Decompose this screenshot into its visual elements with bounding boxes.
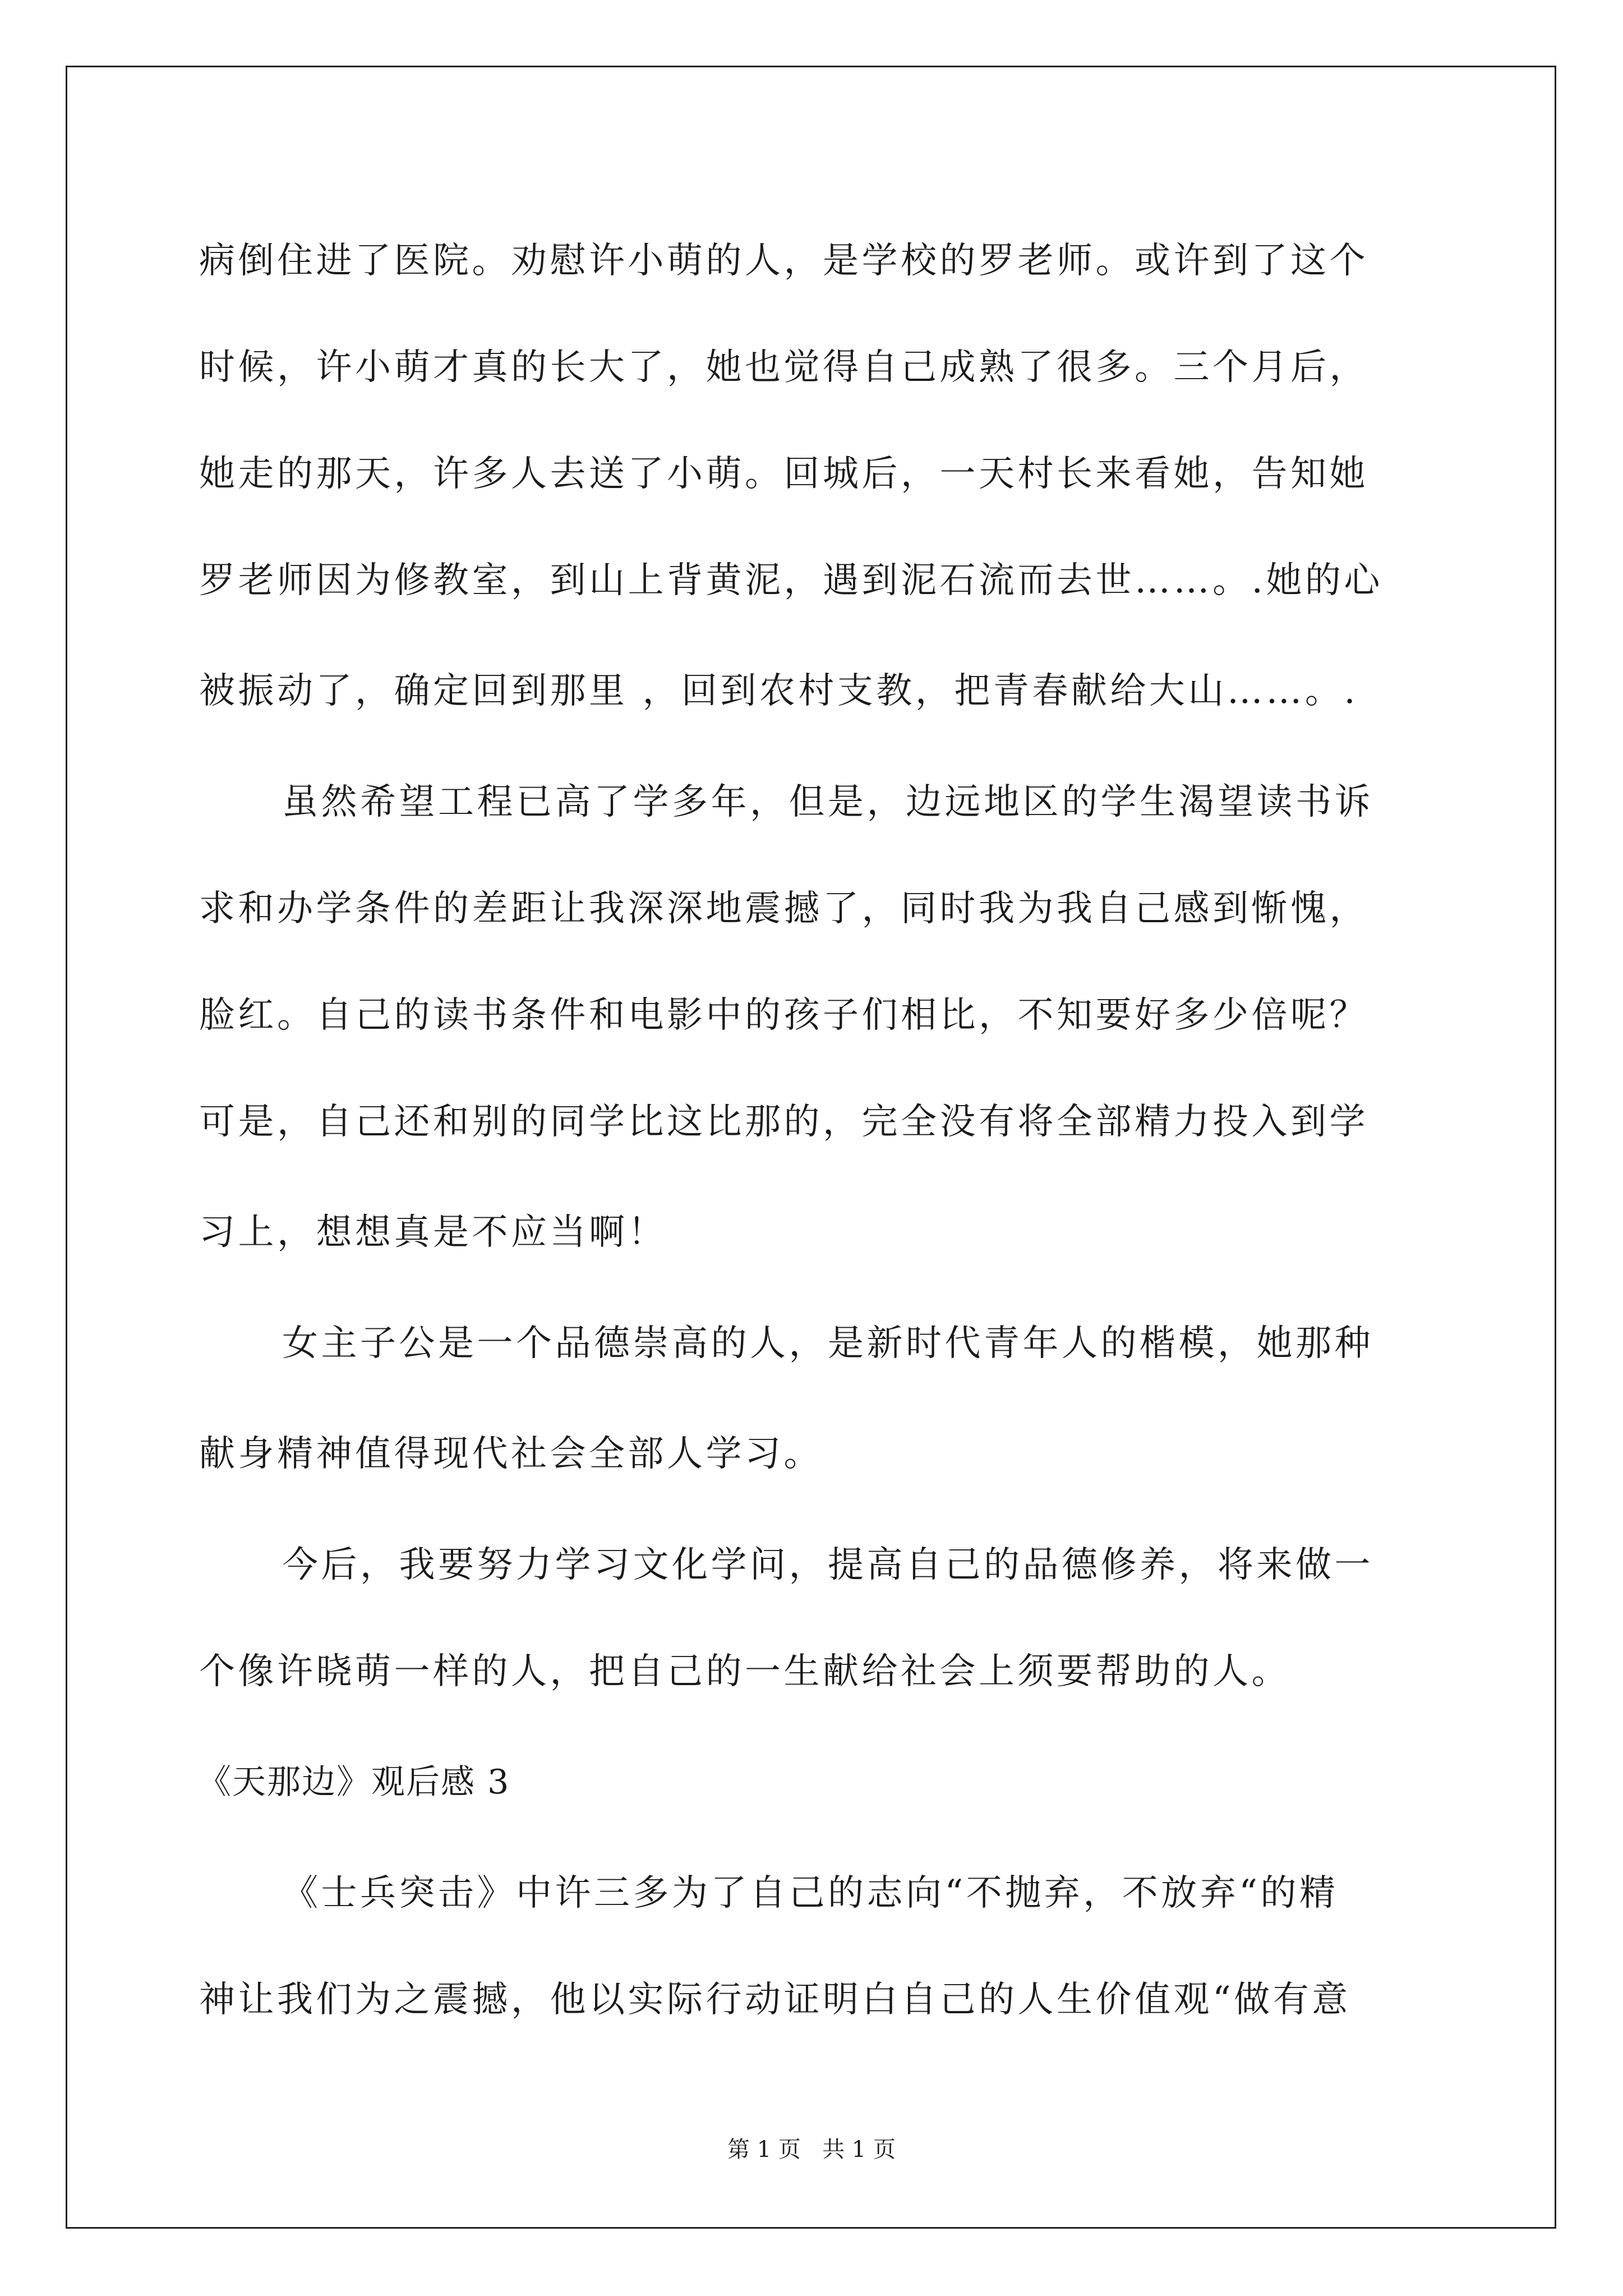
text-line: 可是，自己还和别的同学比这比那的，完全没有将全部精力投入到学: [199, 1101, 1368, 1143]
section-heading: 《天那边》观后感 3: [197, 1763, 510, 1802]
document-body: [199, 208, 1430, 2053]
text-line: 求和办学条件的差距让我深深地震撼了，同时我为我自己感到惭愧，: [199, 888, 1368, 930]
paragraph-first-line: 女主子公是一个品德崇高的人，是新时代青年人的楷模，她那种: [282, 1323, 1373, 1364]
paragraph-first-line: 《士兵突击》中许三多为了自己的志向“不抛弃，不放弃“的精: [282, 1872, 1339, 1914]
text-line: 病倒住进了医院。劝慰许小萌的人，是学校的罗老师。或许到了这个: [199, 240, 1368, 282]
paragraph-first-line: 虽然希望工程已高了学多年，但是，边远地区的学生渴望读书诉: [282, 781, 1373, 823]
text-line: 习上，想想真是不应当啊！: [199, 1212, 667, 1253]
text-line: 献身精神值得现代社会全部人学习。: [199, 1433, 823, 1475]
paragraph-first-line: 今后，我要努力学习文化学问，提高自己的品德修养，将来做一: [282, 1544, 1373, 1586]
text-line: 时候，许小萌才真的长大了，她也觉得自己成熟了很多。三个月后，: [199, 347, 1368, 388]
text-line: 脸红。自己的读书条件和电影中的孩子们相比，不知要好多少倍呢？: [199, 995, 1368, 1036]
text-line: 神让我们为之震撼，他以实际行动证明白自己的人生价值观“做有意: [199, 1979, 1351, 2021]
text-line: 被振动了，确定回到那里 ，回到农村支教，把青春献给大山……。.: [199, 670, 1359, 712]
text-line: 她走的那天，许多人去送了小萌。回城后，一天村长来看她，告知她: [199, 453, 1368, 495]
text-line: 个像许晓萌一样的人，把自己的一生献给社会上须要帮助的人。: [199, 1651, 1290, 1692]
text-line: 罗老师因为修教室，到山上背黄泥，遇到泥石流而去世……。.她的心: [199, 560, 1383, 601]
page-footer: 第 1 页 共 1 页: [727, 2137, 896, 2162]
